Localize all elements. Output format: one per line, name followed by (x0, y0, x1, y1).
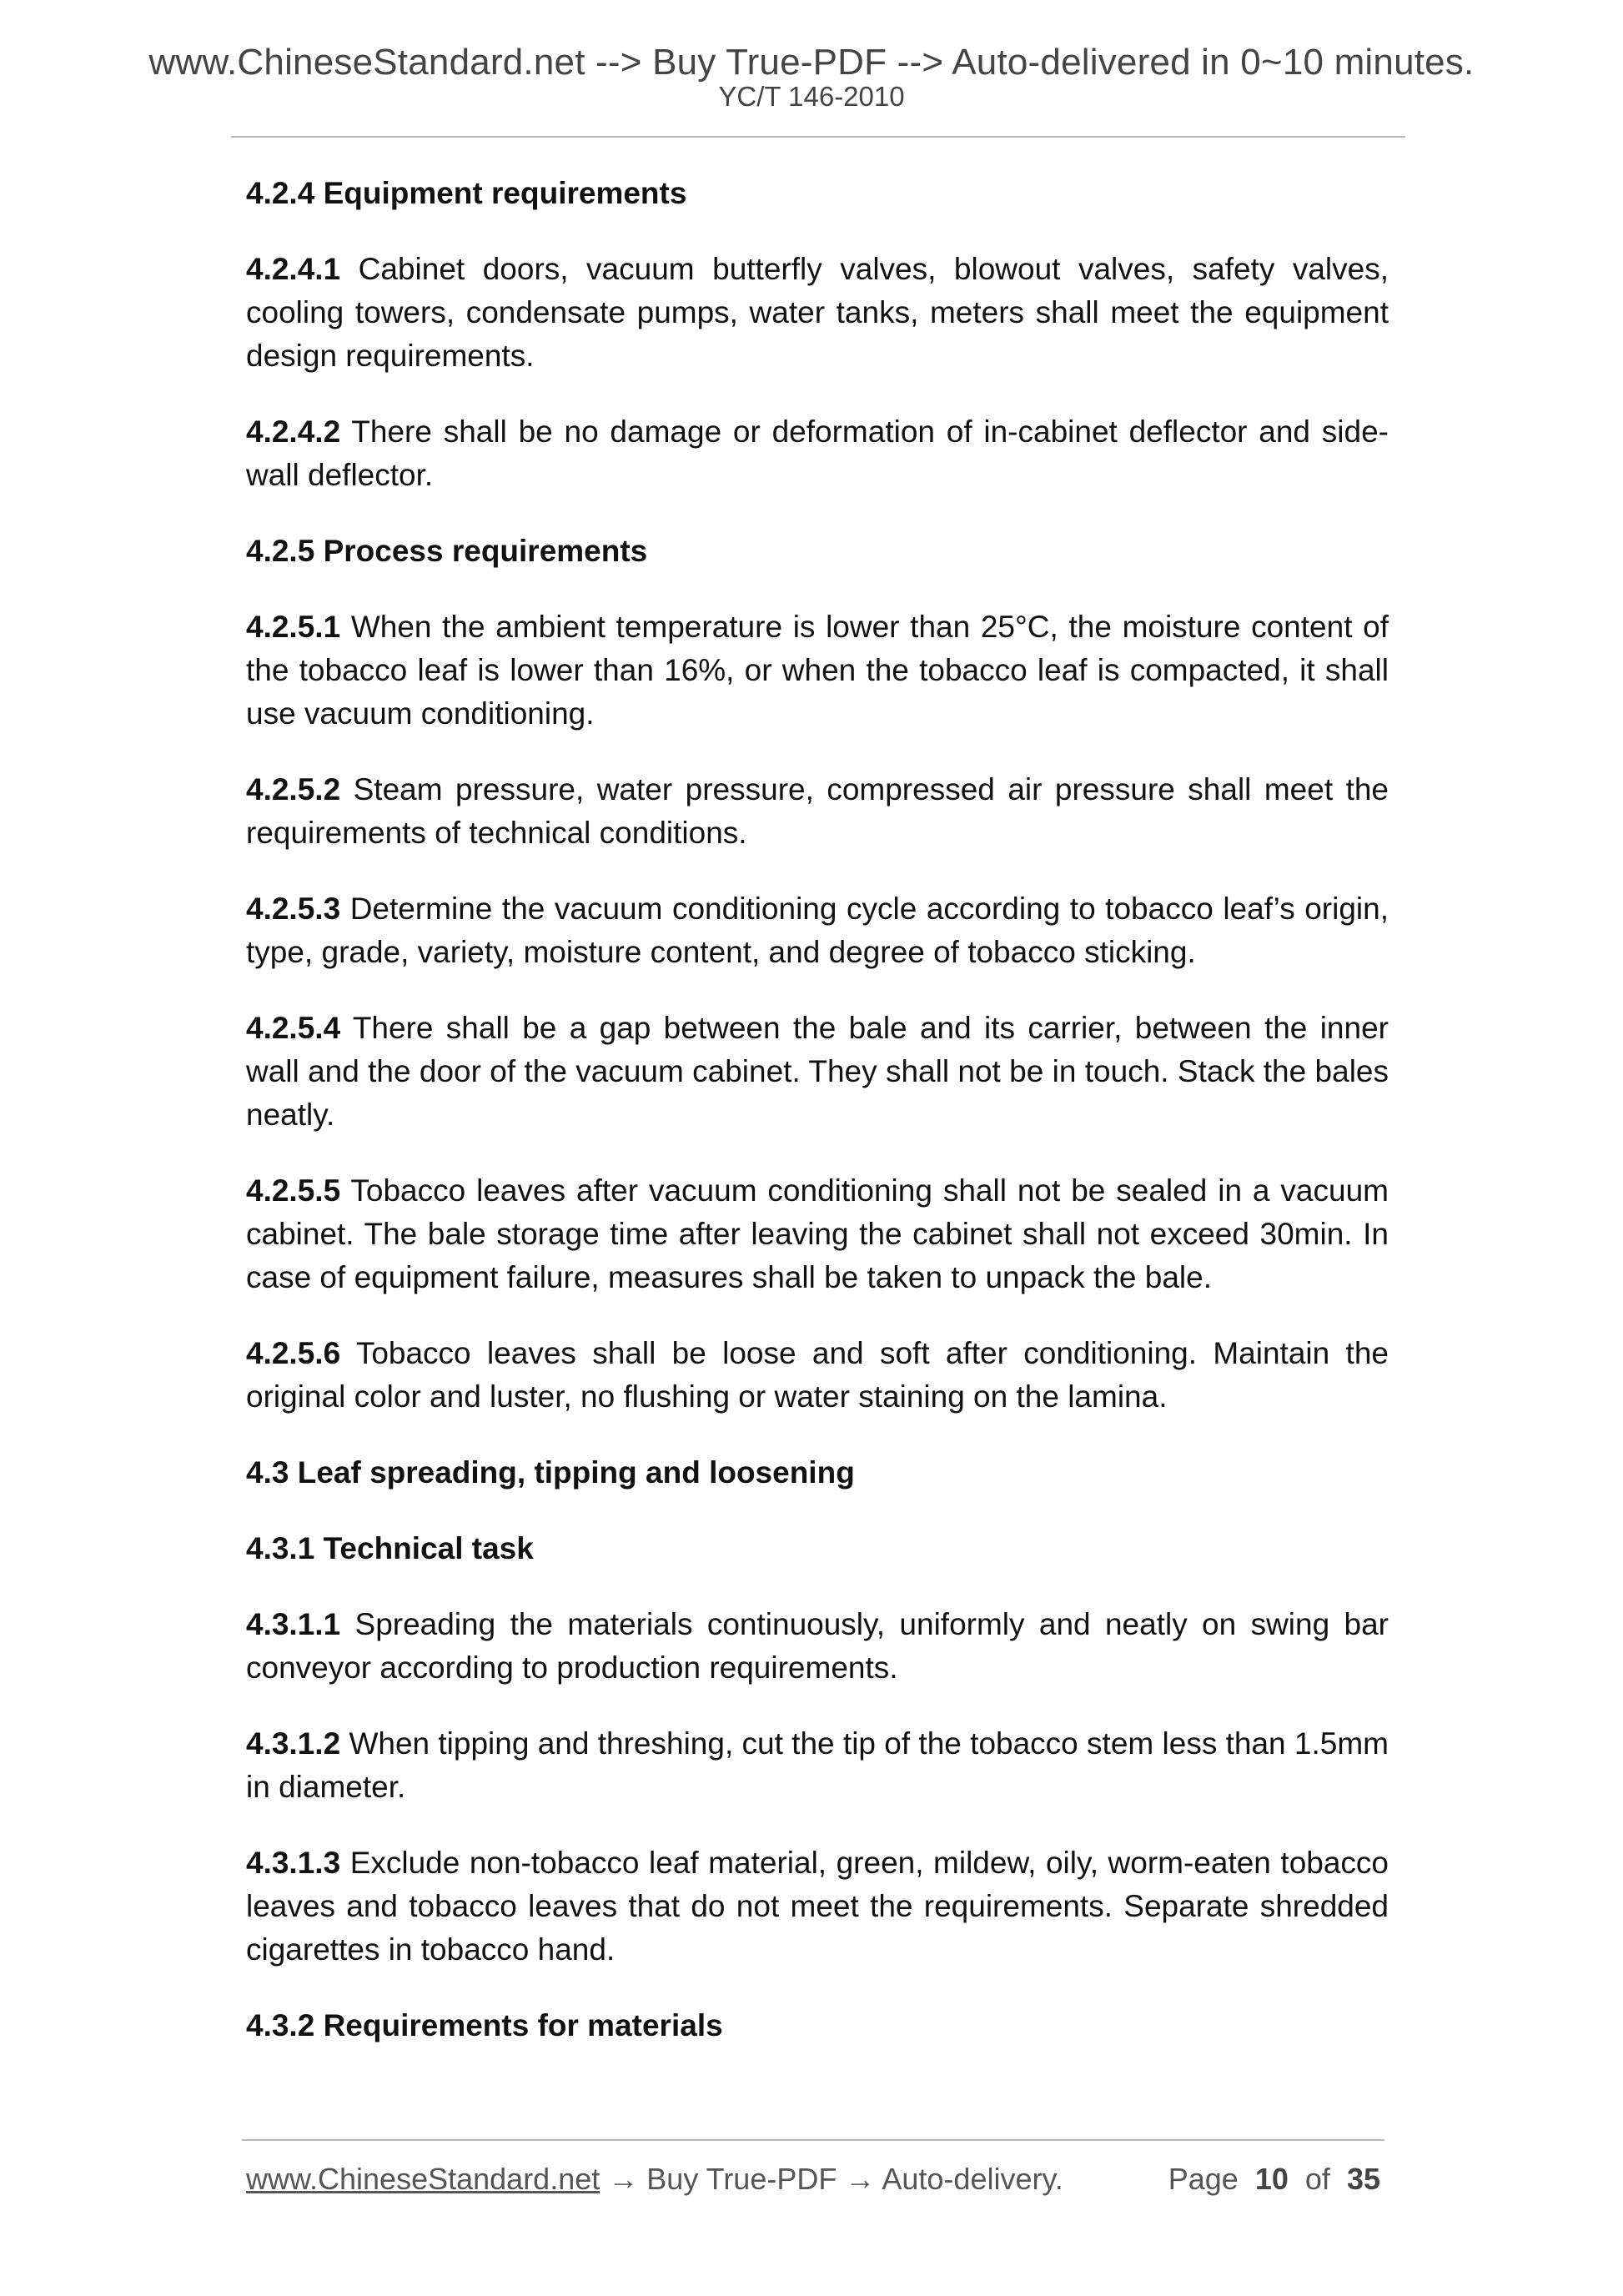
clause-4-2-4-2 (246, 410, 1389, 497)
clause-text: Tobacco leaves after vacuum conditioning shall not be sealed in a vacuum cabinet. The bale storage time after leaving the cabinet shall not exceed 30min. In case of equipment failure, measures shall be taken to unpack the bale. (246, 1173, 1389, 1294)
clause-number: 4.3.1.3 (246, 1846, 341, 1880)
clause-text: Exclude non-tobacco leaf material, green, mildew, oily, worm-eaten tobacco leaves and tobacco leaves that do not meet the requirements. Separate shredded cigarettes in tobacco hand. (246, 1846, 1389, 1967)
footer-delivery-text: Auto-delivery. (882, 2162, 1063, 2196)
clause-number: 4.3.1.1 (246, 1607, 341, 1641)
clause-number: 4.2.5.3 (246, 892, 341, 926)
clause-4-3-1-3 (246, 1841, 1389, 1972)
clause-4-2-5-2 (246, 768, 1389, 855)
section-heading-4-2-5: 4.2.5 Process requirements (246, 534, 648, 568)
clause-4-2-5-4 (246, 1007, 1389, 1137)
clause-number: 4.2.4.1 (246, 252, 341, 286)
current-page-number: 10 (1254, 2162, 1289, 2196)
section-heading-4-3-1: 4.3.1 Technical task (246, 1531, 534, 1565)
page-footer (246, 2158, 1380, 2200)
of-word: of (1304, 2162, 1330, 2196)
clause-4-3-1-1 (246, 1603, 1389, 1690)
page-content (246, 172, 1389, 2080)
arrow-right-icon: → (845, 2162, 876, 2196)
clause-number: 4.3.1.2 (246, 1726, 341, 1761)
footer-site-link[interactable]: www.ChineseStandard.net (246, 2162, 600, 2196)
clause-number: 4.2.5.5 (246, 1173, 341, 1208)
site-banner: www.ChineseStandard.net --> Buy True-PDF --> Auto-delivered in 0~10 minutes. (148, 42, 1475, 83)
section-heading-4-3-2: 4.3.2 Requirements for materials (246, 2008, 723, 2042)
page-indicator (1168, 2158, 1380, 2200)
clause-number: 4.2.4.2 (246, 414, 341, 449)
clause-number: 4.2.5.1 (246, 610, 341, 644)
total-pages-number: 35 (1346, 2162, 1380, 2196)
section-heading-4-3: 4.3 Leaf spreading, tipping and loosening (246, 1455, 855, 1490)
clause-text: When the ambient temperature is lower than 25°C, the moisture content of the tobacco leaf is lower than 16%, or when the tobacco leaf is compacted, it shall use vacuum conditioning. (246, 610, 1389, 731)
clause-4-2-5-1 (246, 605, 1389, 736)
clause-text: There shall be a gap between the bale and its carrier, between the inner wall and the door of the vacuum cabinet. They shall not be in touch. Stack the bales neatly. (246, 1011, 1389, 1132)
clause-4-2-5-5 (246, 1169, 1389, 1299)
clause-text: When tipping and threshing, cut the tip of the tobacco stem less than 1.5mm in diameter. (246, 1726, 1389, 1804)
clause-text: Tobacco leaves shall be loose and soft after conditioning. Maintain the original color and luster, no flushing or water staining on the lamina. (246, 1336, 1389, 1414)
clause-text: Steam pressure, water pressure, compressed air pressure shall meet the requirements of technical conditions. (246, 772, 1389, 850)
page-word: Page (1168, 2162, 1239, 2196)
clause-text: There shall be no damage or deformation of in-cabinet deflector and side-wall deflector. (246, 414, 1389, 492)
clause-text: Spreading the materials continuously, uniformly and neatly on swing bar conveyor according to production requirements. (246, 1607, 1389, 1685)
clause-number: 4.2.5.2 (246, 772, 341, 806)
section-heading-4-2-4: 4.2.4 Equipment requirements (246, 176, 687, 210)
clause-number: 4.2.5.6 (246, 1336, 341, 1370)
clause-4-2-5-3 (246, 887, 1389, 974)
clause-4-2-5-6 (246, 1332, 1389, 1419)
footer-buy-text: Buy True-PDF (646, 2162, 837, 2196)
header-divider (231, 136, 1405, 138)
clause-number: 4.2.5.4 (246, 1011, 341, 1045)
document-number: YC/T 146-2010 (718, 81, 905, 112)
clause-text: Cabinet doors, vacuum butterfly valves, blowout valves, safety valves, cooling towers, condensate pumps, water tanks, meters shall meet the equipment design requirements. (246, 252, 1389, 373)
clause-4-2-4-1 (246, 248, 1389, 378)
clause-4-3-1-2 (246, 1722, 1389, 1809)
footer-divider (242, 2139, 1384, 2141)
clause-text: Determine the vacuum conditioning cycle according to tobacco leaf’s origin, type, grade, variety, moisture content, and degree of tobacco sticking. (246, 892, 1389, 969)
arrow-right-icon: → (608, 2162, 639, 2196)
